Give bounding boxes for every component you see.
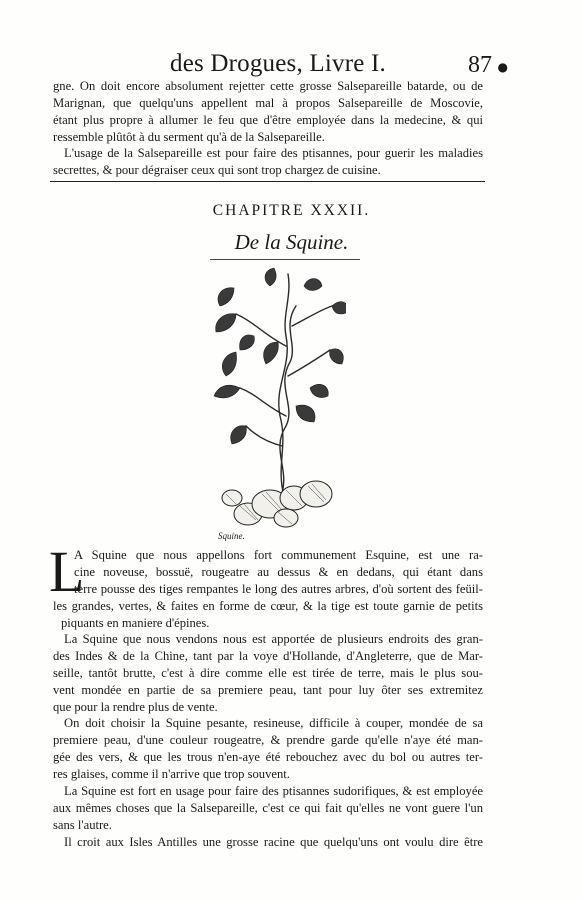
ink-blot: ● (497, 60, 508, 74)
text-line: vent mondée en partie de sa premiere peau, tant pour luy ôter ses extremitez (53, 682, 483, 697)
top-paragraph-1 (53, 78, 483, 146)
text-line: des Indes & de la Chine, tant par la voye d'Hollande, d'Angleterre, que de Mar- (53, 648, 483, 663)
text-line: cine noveuse, bossuë, rougeatre au dessus & en dedans, qui étant dans (74, 564, 483, 579)
body-paragraph-4 (53, 783, 483, 834)
figure-caption: Squine. (218, 531, 245, 541)
text-line: étant plus propre à allumer le feu que d'être employée dans la medecine, & qui (53, 112, 483, 127)
text-line: La Squine est fort en usage pour faire des ptisannes sudorifiques, & est employée (64, 784, 483, 798)
text-line: terre pousse des tiges rempantes le long des autres arbres, d'où sortent des feüil- (74, 581, 483, 596)
body-paragraph-2 (53, 631, 483, 716)
subtitle-underline (210, 259, 360, 260)
drop-cap: L (49, 539, 85, 604)
text-line: A Squine que nous appellons fort communement Esquine, est une ra- (74, 548, 483, 562)
text-line: Marignan, que quelqu'uns appellent mal à propos Salsepareille de Moscovie, (53, 95, 483, 110)
text-line: piquants en maniere d'épines. (61, 615, 210, 630)
page-number: 87 (468, 52, 492, 78)
text-line: que pour la rendre plus de vente. (53, 699, 218, 714)
text-line: seille, tantôt brutte, c'est à dire comme elle est tirée de terre, mais le plus sou- (53, 665, 483, 680)
squine-engraving (196, 266, 346, 536)
chapter-title: CHAPITRE XXXII. (212, 202, 371, 219)
text-line: secrettes, & pour dégraiser ceux qui sont trop chargez de cuisine. (53, 162, 381, 177)
text-line: premiere peau, d'une couleur rougeatre, & prendre garde qu'elle n'aye été man- (53, 732, 483, 747)
text-line: aux mêmes choses que la Salsepareille, c'est ce qui fait qu'elles ne vont guere l'un (53, 800, 483, 815)
text-line: res glaises, comme il n'arrive que trop souvent. (53, 766, 290, 781)
text-line: Il croit aux Isles Antilles une grosse racine que quelqu'uns ont voulu dire être (64, 835, 483, 849)
text-line: On doit choisir la Squine pesante, resineuse, difficile à couper, mondée de sa (64, 716, 483, 730)
body-paragraph-1 (53, 547, 483, 632)
text-line: La Squine que nous vendons nous est apportée de plusieurs endroits des gran- (64, 632, 483, 646)
text-line: gée des vers, & que les trous n'en-aye été rebouchez avec du bol ou autres ter- (53, 749, 483, 764)
section-rule (50, 181, 485, 182)
text-line: sans l'autre. (53, 817, 112, 832)
text-line: L'usage de la Salsepareille est pour faire des ptisannes, pour guerir les maladies (64, 146, 483, 160)
text-line: les grandes, vertes, & faites en forme de cœur, & la tige est toute garnie de petits (53, 598, 483, 613)
chapter-subtitle: De la Squine. (234, 230, 349, 254)
text-line: gne. On doit encore absolument rejetter cette grosse Salsepareille batarde, ou de (53, 79, 483, 93)
running-title: des Drogues, Livre I. (170, 50, 386, 77)
body-paragraph-5 (53, 834, 483, 851)
top-paragraph-2 (53, 145, 483, 179)
text-line: ressemble plûtôt à du serment qu'à de la Salsepareille. (53, 129, 325, 144)
body-paragraph-3 (53, 715, 483, 783)
